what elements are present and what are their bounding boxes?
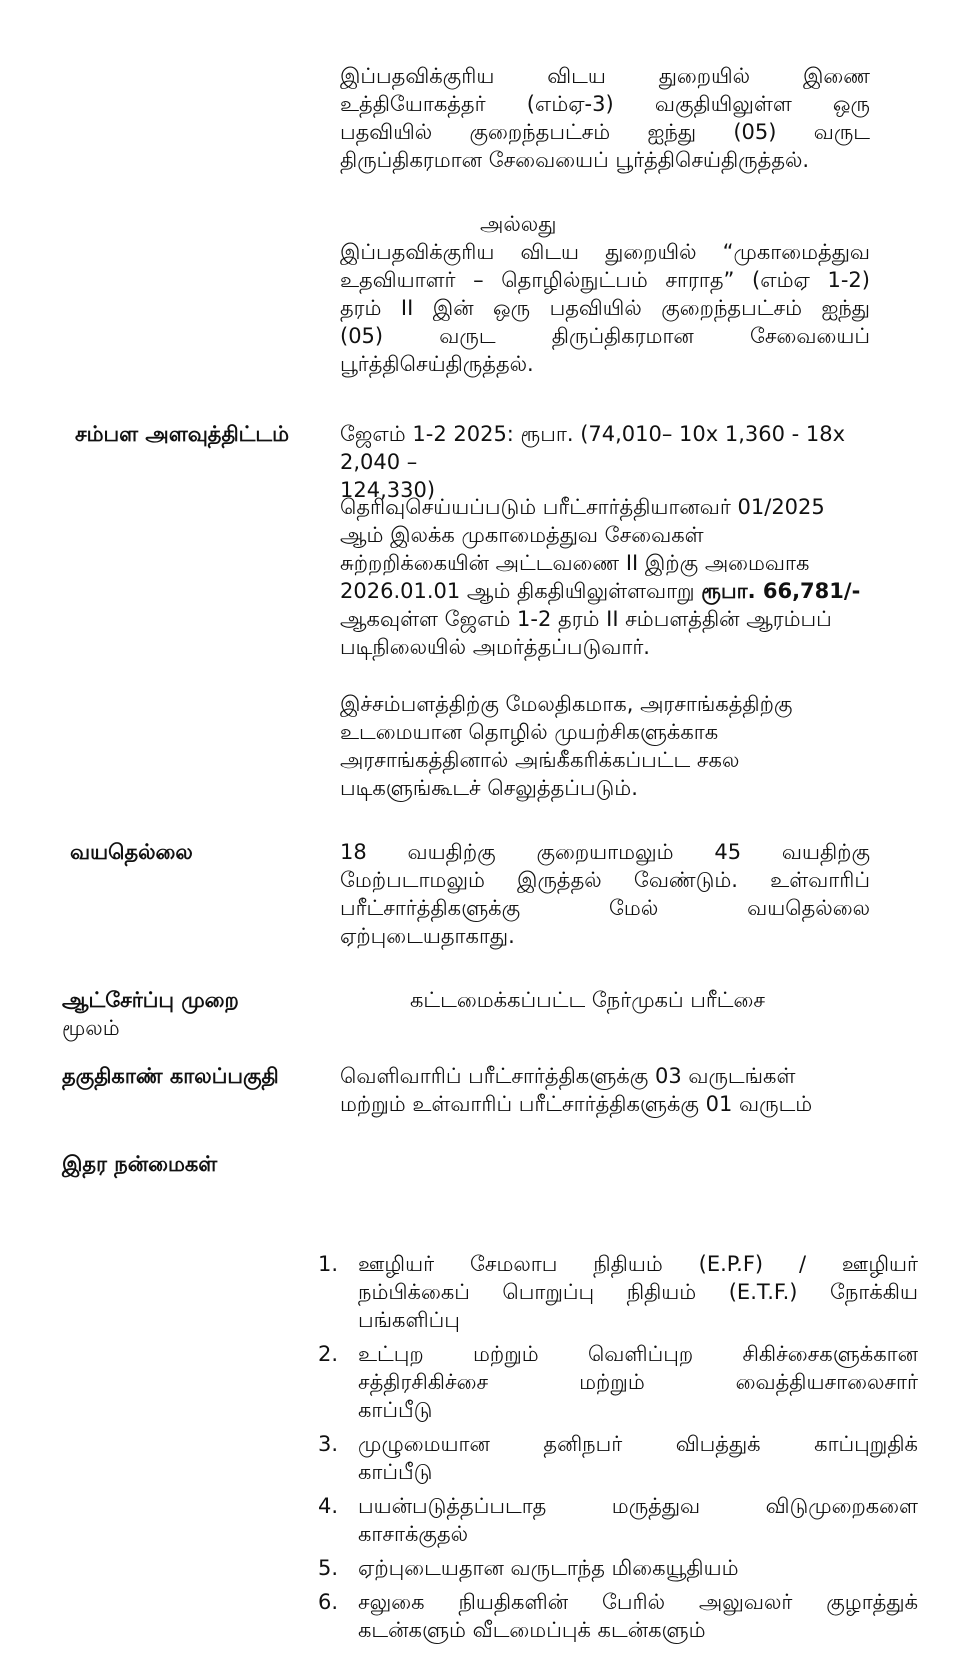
age-text	[340, 838, 870, 950]
text-line: நம்பிக்கைப் பொறுப்பு நிதியம் (E.T.F.) நோக்கிய	[358, 1280, 918, 1304]
text-line: சுற்றறிக்கையின் அட்டவணை II இற்கு அமைவாக	[340, 551, 810, 575]
text-line: ஏற்புடையதான வருடாந்த மிகையூதியம்	[358, 1556, 739, 1580]
text-line	[340, 577, 880, 605]
text-line: மற்றும் உள்வாரிப் பரீட்சார்த்திகளுக்கு 01 வருடம்	[340, 1092, 813, 1116]
salary-paragraph-b	[340, 690, 880, 802]
text-line: உதவியாளர் – தொழில்நுட்பம் சாராத” (எம்ஏ 1-2)	[340, 268, 870, 292]
text-line: உட்புற மற்றும் வெளிப்புற சிகிச்சைகளுக்கான	[358, 1342, 918, 1366]
text-line: 124,330)	[340, 478, 436, 502]
benefits-list	[318, 1250, 918, 1650]
benefit-item	[318, 1340, 918, 1424]
text-line: இப்பதவிக்குரிய விடய துறையில் இணை	[340, 64, 870, 88]
text-line: காசாக்குதல்	[358, 1522, 469, 1546]
benefit-item	[318, 1588, 918, 1644]
text-line: முழுமையான தனிநபர் விபத்துக் காப்புறுதிக்	[358, 1432, 918, 1456]
text-line: தெரிவுசெய்யப்படும் பரீட்சார்த்தியானவர் 01/2025	[340, 495, 825, 519]
qualification-paragraph-2	[340, 238, 870, 378]
text-fragment: 2026.01.01 ஆம் திகதியிலுள்ளவாறு	[340, 579, 702, 603]
recruitment-label: ஆட்சேர்ப்பு முறை	[62, 988, 239, 1012]
text-line: வெளிவாரிப் பரீட்சார்த்திகளுக்கு 03 வருடங்கள்	[340, 1064, 796, 1088]
text-line: ஜேஎம் 1-2 2025: ரூபா. (74,010– 10x 1,360 - 18x 2,040 –	[340, 422, 846, 474]
benefit-item	[318, 1492, 918, 1548]
text-line: சத்திரசிகிச்சை மற்றும் வைத்தியசாலைசார்	[358, 1370, 918, 1394]
list-number: 5.	[318, 1556, 339, 1580]
text-line: இச்சம்பளத்திற்கு மேலதிகமாக, அரசாங்கத்திற்கு	[340, 692, 793, 716]
recruitment-label-2: மூலம்	[62, 1016, 120, 1040]
text-line: இப்பதவிக்குரிய விடய துறையில் “முகாமைத்துவ	[340, 240, 870, 264]
text-line: படிநிலையில் அமர்த்தப்படுவார்.	[340, 635, 650, 659]
text-line: காப்பீடு	[358, 1460, 433, 1484]
text-line: படிகளுங்கூடச் செலுத்தப்படும்.	[340, 776, 638, 800]
text-line: கடன்களும் வீடமைப்புக் கடன்களும்	[358, 1618, 706, 1642]
probation-text	[340, 1062, 900, 1118]
list-number: 2.	[318, 1342, 339, 1366]
probation-label: தகுதிகாண் காலப்பகுதி	[62, 1064, 279, 1088]
list-number: 4.	[318, 1494, 339, 1518]
recruitment-method: கட்டமைக்கப்பட்ட நேர்முகப் பரீட்சை	[410, 988, 765, 1012]
starting-salary: ரூபா. 66,781/-	[701, 579, 861, 603]
text-line: பயன்படுத்தப்படாத மருத்துவ விடுமுறைகளை	[358, 1494, 918, 1518]
benefit-item	[318, 1250, 918, 1334]
text-line: ஏற்புடையதாகாது.	[340, 924, 515, 948]
benefit-item	[318, 1430, 918, 1486]
text-line: பரீட்சார்த்திகளுக்கு மேல் வயதெல்லை	[340, 896, 870, 920]
text-line: திருப்திகரமான சேவையைப் பூர்த்திசெய்திருத்தல்.	[340, 148, 810, 172]
text-line: பூர்த்திசெய்திருத்தல்.	[340, 352, 534, 376]
salary-scale	[340, 420, 900, 504]
list-number: 6.	[318, 1590, 339, 1614]
text-line: காப்பீடு	[358, 1398, 433, 1422]
text-line: பதவியில் குறைந்தபட்சம் ஐந்து (05) வருட	[340, 120, 870, 144]
text-line: (05) வருட திருப்திகரமான சேவையைப்	[340, 324, 870, 348]
salary-label: சம்பள அளவுத்திட்டம்	[75, 422, 290, 446]
text-line: ஆகவுள்ள ஜேஎம் 1-2 தரம் II சம்பளத்தின் ஆரம்பப்	[340, 607, 832, 631]
benefits-label: இதர நன்மைகள்	[62, 1152, 218, 1176]
text-line: ஆம் இலக்க முகாமைத்துவ சேவைகள்	[340, 523, 704, 547]
text-line: தரம் II இன் ஒரு பதவியில் குறைந்தபட்சம் ஐந்து	[340, 296, 870, 320]
text-line: ஊழியர் சேமலாப நிதியம் (E.P.F) / ஊழியர்	[358, 1252, 918, 1276]
age-label: வயதெல்லை	[70, 840, 193, 864]
text-line: பங்களிப்பு	[358, 1308, 460, 1332]
or-text: அல்லது	[480, 212, 557, 236]
benefit-item	[318, 1554, 918, 1582]
text-line: சலுகை நியதிகளின் பேரில் அலுவலர் குழாத்துக்	[358, 1590, 918, 1614]
text-line: 18 வயதிற்கு குறையாமலும் 45 வயதிற்கு	[340, 840, 870, 864]
list-number: 1.	[318, 1252, 339, 1276]
salary-paragraph-a	[340, 493, 880, 661]
text-line: மேற்படாமலும் இருத்தல் வேண்டும். உள்வாரிப்	[340, 868, 870, 892]
text-line: உடமையான தொழில் முயற்சிகளுக்காக	[340, 720, 719, 744]
list-number: 3.	[318, 1432, 339, 1456]
text-line: அரசாங்கத்தினால் அங்கீகரிக்கப்பட்ட சகல	[340, 748, 740, 772]
text-line: உத்தியோகத்தர் (எம்ஏ-3) வகுதியிலுள்ள ஒரு	[340, 92, 870, 116]
qualification-paragraph-1	[340, 62, 870, 174]
